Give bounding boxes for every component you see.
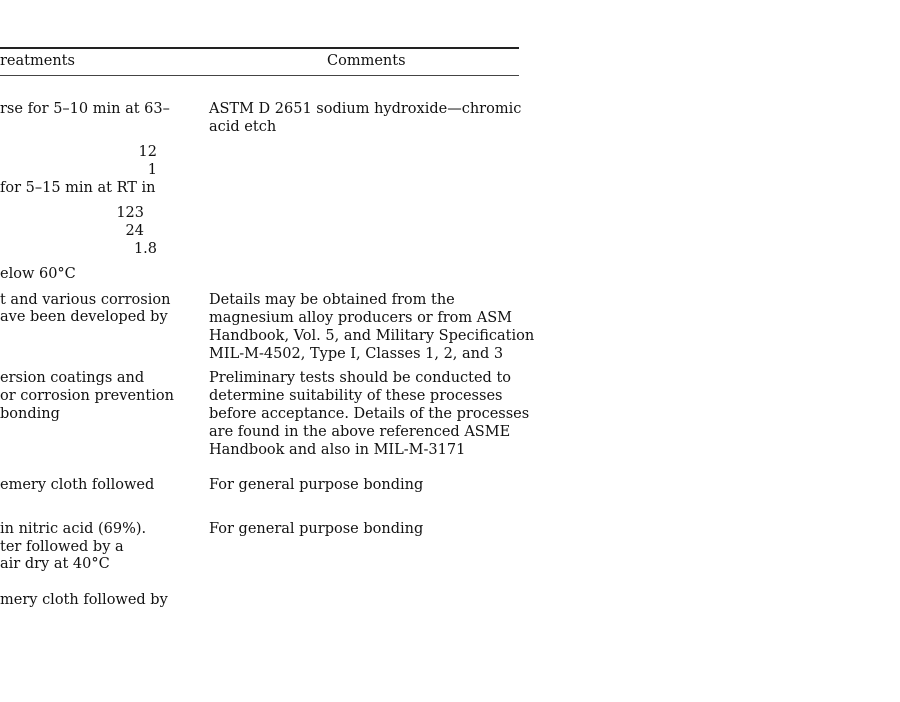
comments-column-header: Comments [327, 53, 406, 69]
treatment-text: emery cloth followed [0, 477, 155, 493]
treatment-text: or corrosion prevention [0, 388, 174, 404]
treatment-text: in nitric acid (69%). [0, 521, 147, 537]
comment-text: For general purpose bonding [209, 521, 424, 537]
value-cell: 1 [147, 162, 157, 178]
comment-text: For general purpose bonding [209, 477, 424, 493]
comment-text: ASTM D 2651 sodium hydroxide—chromic acid etch [209, 101, 522, 135]
treatment-text: air dry at 40°C [0, 556, 110, 572]
treatment-text: bonding [0, 406, 60, 422]
treatment-text: ersion coatings and [0, 370, 145, 386]
treatment-text: ave been developed by [0, 309, 168, 325]
comment-text: Preliminary tests should be conducted to determine suitability of these processes before acceptance. Details of the processes are found in the above referenced ASME Handbook and also in MIL-M-3171 [209, 370, 530, 458]
table-top-rule [0, 47, 519, 49]
treatment-text: elow 60°C [0, 266, 76, 282]
value-cell: 123 [116, 205, 144, 221]
value-cell: 24 [125, 223, 144, 239]
treatments-column-header: reatments [0, 53, 75, 69]
value-cell: 12 [138, 144, 157, 160]
treatment-text: rse for 5–10 min at 63– [0, 101, 170, 117]
treatment-text: ter followed by a [0, 539, 124, 555]
value-cell: 1.8 [133, 241, 157, 257]
comment-text: Details may be obtained from the magnesium alloy producers or from ASM Handbook, Vol. 5, and Military Specification MIL-M-4502, Type I, Classes 1, 2, and 3 [209, 292, 535, 362]
treatment-text: for 5–15 min at RT in [0, 180, 156, 196]
treatment-text: t and various corrosion [0, 292, 171, 308]
treatment-text: mery cloth followed by [0, 592, 168, 608]
header-bottom-rule [0, 75, 519, 76]
